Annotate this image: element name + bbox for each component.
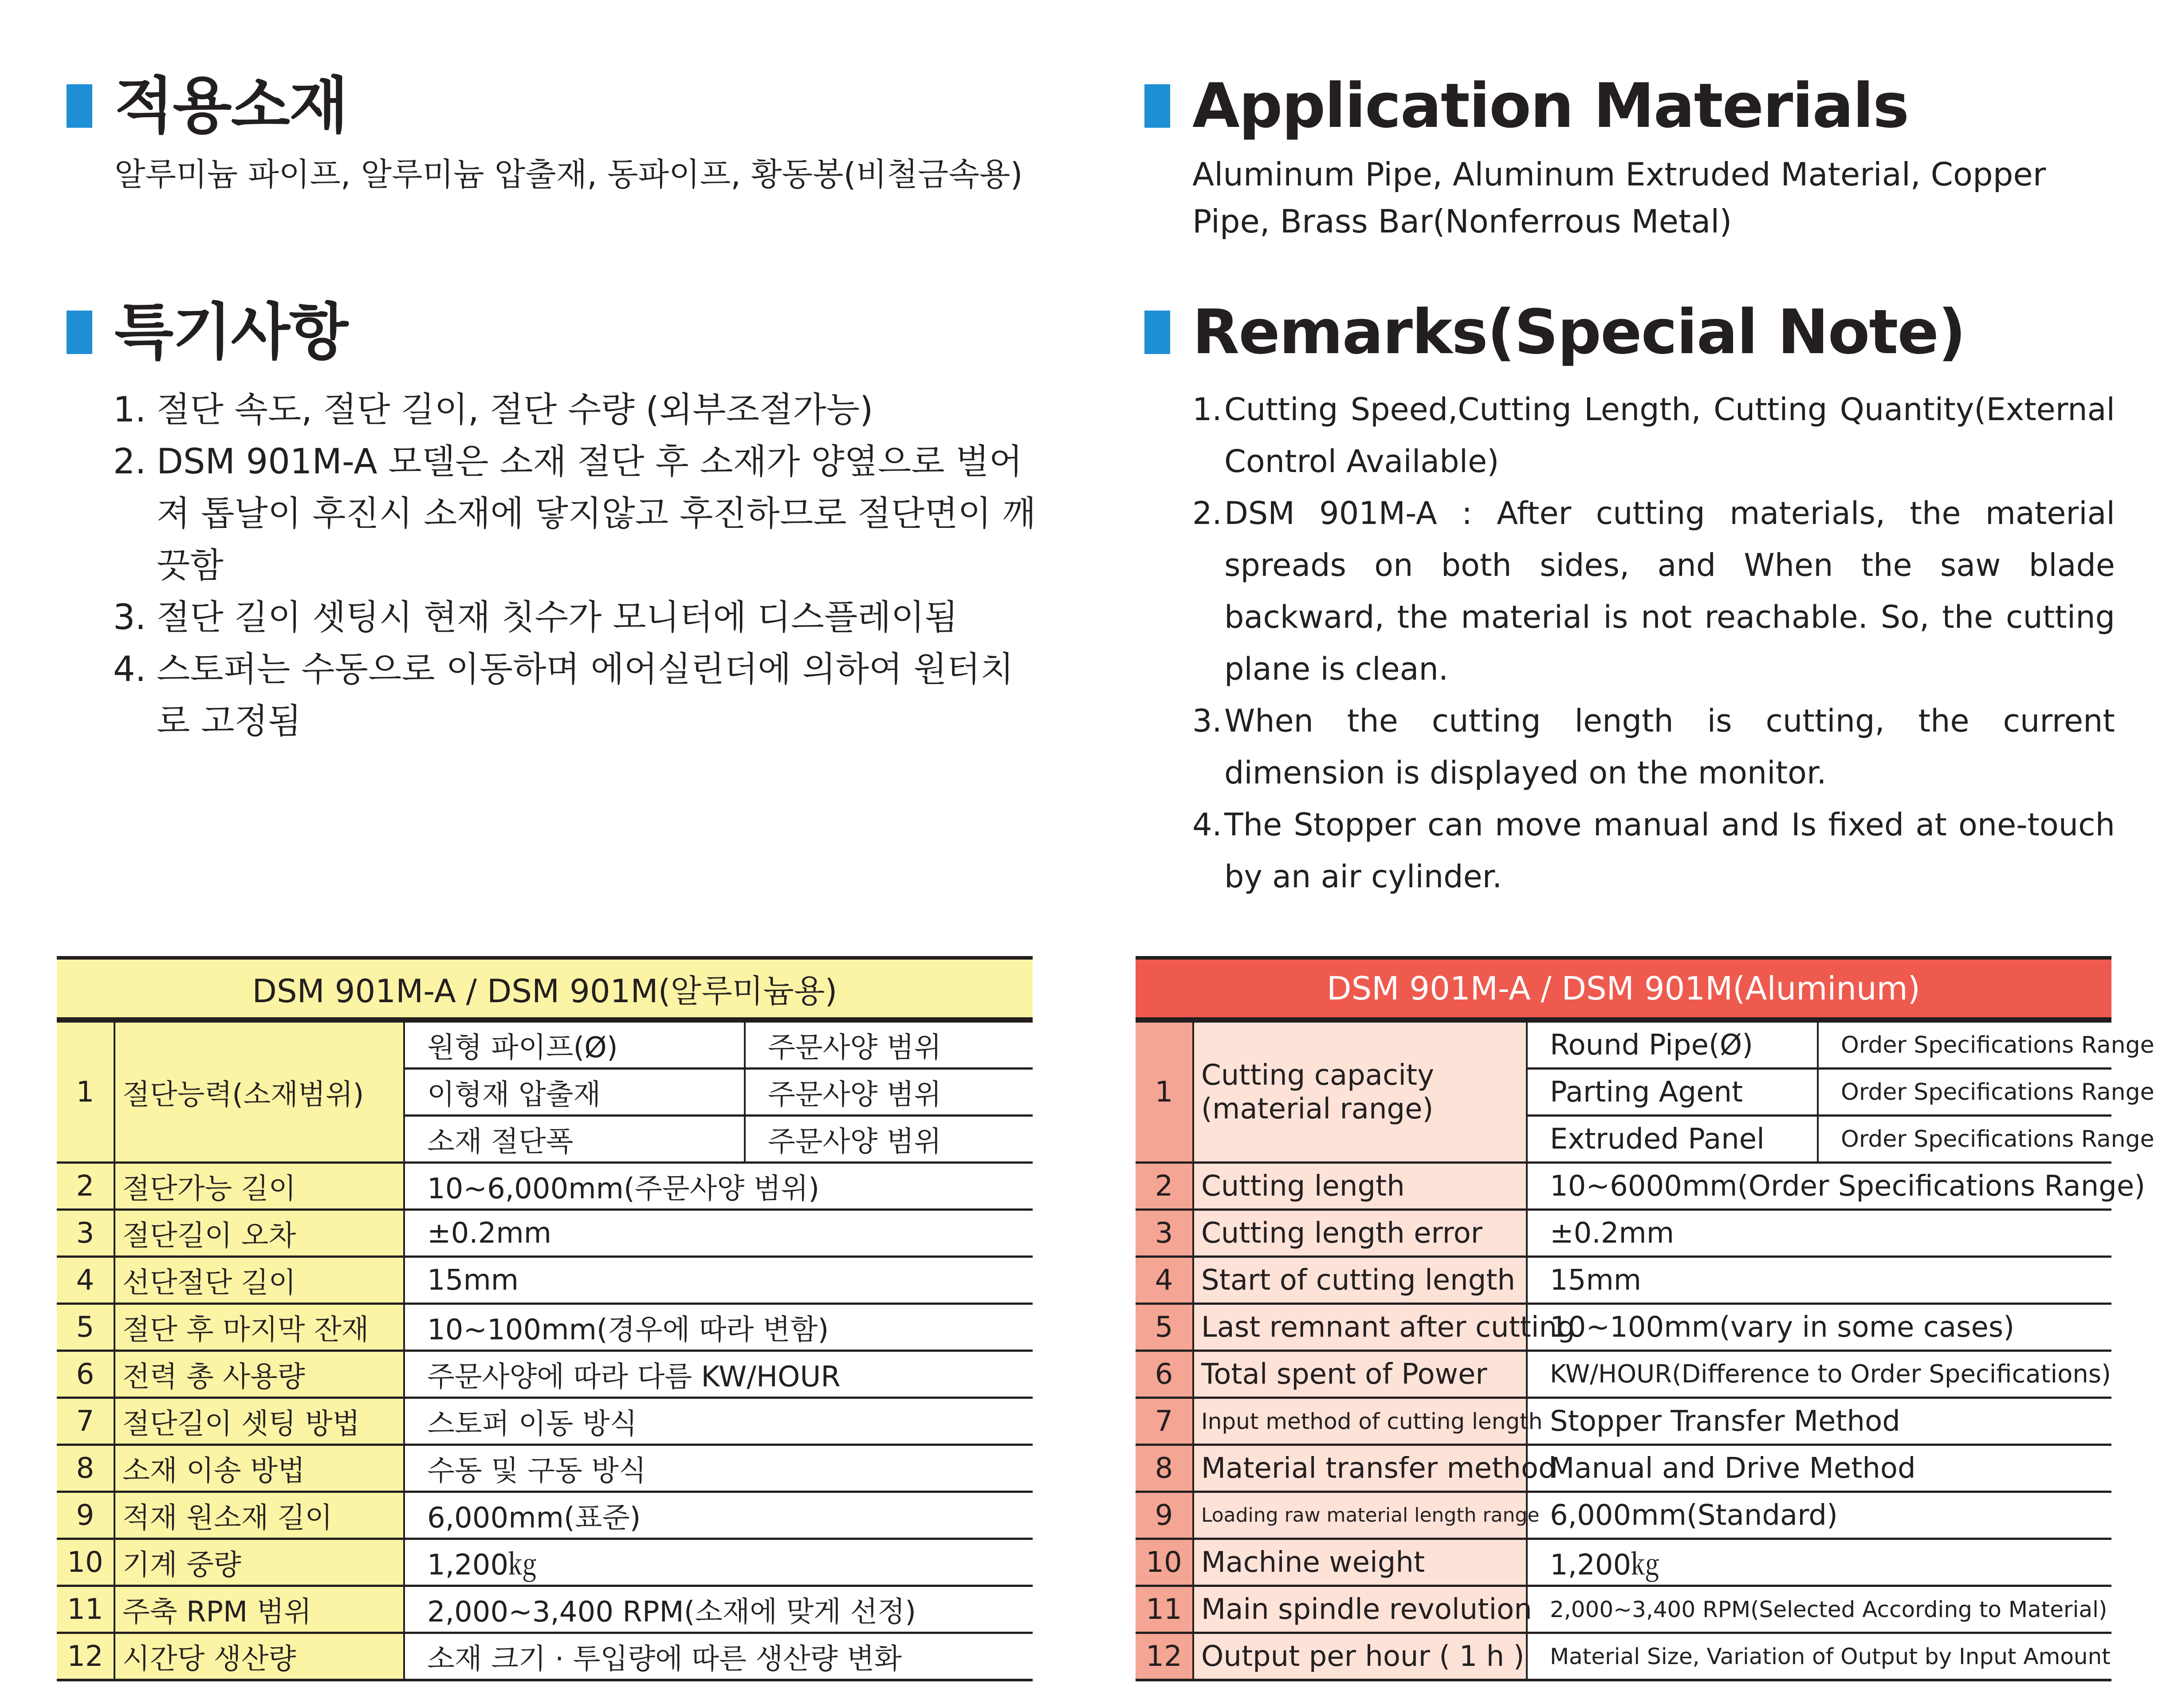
ko-remark-item: 3. 절단 길이 셋팅시 현재 칫수가 모니터에 디스플레이됨 [113,598,958,638]
row-value: 수동 및 구동 방식 [404,1445,1033,1492]
row-number: 5 [57,1304,114,1351]
cap-item: 소재 절단폭 [404,1116,745,1163]
table-row [1136,1539,2111,1586]
row-value: Manual and Drive Method [1527,1445,2111,1492]
en-remarks-list [1192,384,2115,903]
en-materials-title: Application Materials [1192,70,1909,142]
row-number: 2 [57,1163,114,1210]
row-value: ±0.2mm [404,1210,1033,1257]
row-value: 소재 크기 · 투입량에 따른 생산량 변화 [404,1633,1033,1680]
en-remark-item: 4. The Stopper can move manual and Is fixed at one-touch by an air cylinder. [1192,807,2115,895]
en-spec-table [1136,956,2154,1681]
row-number: 9 [1136,1492,1193,1539]
table-row [57,1304,1033,1351]
table-row [57,1445,1033,1492]
row-value: ±0.2mm [1527,1210,2111,1257]
table-row [1136,1492,2111,1539]
row-label: Input method of cutting length [1193,1398,1527,1445]
row-value: 15mm [1527,1257,2111,1304]
row-value: 6,000mm(Standard) [1527,1492,2111,1539]
row-value: Material Size, Variation of Output by Input Amount [1527,1633,2111,1680]
row-number: 10 [1136,1539,1193,1586]
row-label: 절단능력(소재범위) [114,1020,404,1163]
row-label: 절단가능 길이 [114,1163,404,1210]
row-number: 11 [57,1586,114,1633]
row-number: 2 [1136,1163,1193,1210]
row-value: 1,200㎏ [1527,1539,2111,1586]
row-number: 4 [1136,1257,1193,1304]
row-value: 10~6,000mm(주문사양 범위) [404,1163,1033,1210]
cap-value: 주문사양 범위 [745,1020,1033,1069]
row-number: 11 [1136,1586,1193,1633]
table-row [57,1210,1033,1257]
row-number: 8 [57,1445,114,1492]
cap-value: 주문사양 범위 [745,1116,1033,1163]
en-table-header: DSM 901M-A / DSM 901M(Aluminum) [1136,958,2111,1020]
cap-item: 원형 파이프(Ø) [404,1020,745,1069]
row-label: Cutting length [1193,1163,1527,1210]
row-value: 2,000~3,400 RPM(소재에 맞게 선정) [404,1586,1033,1633]
row-number: 1 [1136,1020,1193,1163]
table-row [57,1633,1033,1680]
table-row [1136,1020,2111,1069]
row-label: Last remnant after cutting [1193,1304,1527,1351]
table-row [1136,1304,2111,1351]
row-label: 절단길이 셋팅 방법 [114,1398,404,1445]
row-label: 절단길이 오차 [114,1210,404,1257]
row-number: 7 [57,1398,114,1445]
cap-value: Order Specifications Range [1818,1020,2111,1069]
cap-item: 이형재 압출재 [404,1069,745,1116]
ko-remarks-title: 특기사항 [114,296,348,368]
row-label: 시간당 생산량 [114,1633,404,1680]
row-label: Loading raw material length range [1193,1492,1527,1539]
row-value: 6,000mm(표준) [404,1492,1033,1539]
row-number: 6 [57,1351,114,1398]
row-label: 소재 이송 방법 [114,1445,404,1492]
row-value: KW/HOUR(Difference to Order Specifications) [1527,1351,2111,1398]
table-row [1136,1445,2111,1492]
heading-bar [67,84,92,128]
cap-value: Order Specifications Range [1818,1069,2111,1116]
ko-remark-item: 2. DSM 901M-A 모델은 소재 절단 후 소재가 양옆으로 벌어져 톱날이 후진시 소재에 닿지않고 후진하므로 절단면이 깨끗함 [113,442,1036,586]
ko-spec-table [57,956,1033,1681]
row-label: 전력 총 사용량 [114,1351,404,1398]
row-label: 선단절단 길이 [114,1257,404,1304]
row-number: 10 [57,1539,114,1586]
row-label: Output per hour ( 1 h ) [1193,1633,1527,1680]
table-row [57,1020,1033,1069]
row-number: 4 [57,1257,114,1304]
row-number: 6 [1136,1351,1193,1398]
table-row [1136,1210,2111,1257]
row-number: 8 [1136,1445,1193,1492]
heading-bar [67,311,92,354]
table-row [57,1398,1033,1445]
row-value: 스토퍼 이동 방식 [404,1398,1033,1445]
table-row [1136,1586,2111,1633]
table-header-row [1136,958,2111,1020]
row-value: Stopper Transfer Method [1527,1398,2111,1445]
row-label: Machine weight [1193,1539,1527,1586]
en-remarks-heading [1144,296,1966,368]
table-row [57,1586,1033,1633]
en-materials-text: Aluminum Pipe, Aluminum Extruded Material, Copper Pipe, Brass Bar(Nonferrous Metal) [1192,156,2046,240]
row-number: 9 [57,1492,114,1539]
row-value: 1,200㎏ [404,1539,1033,1586]
cap-item: Round Pipe(Ø) [1527,1020,1818,1069]
row-label: Cutting capacity (material range) [1193,1020,1527,1163]
table-header-row [57,958,1033,1020]
heading-bar [1144,84,1170,128]
row-number: 1 [57,1020,114,1163]
ko-remarks-heading [67,296,348,368]
table-row [1136,1163,2111,1210]
row-label: 절단 후 마지막 잔재 [114,1304,404,1351]
row-number: 7 [1136,1398,1193,1445]
en-remark-item: 1. Cutting Speed,Cutting Length, Cutting Quantity(External Control Available) [1192,391,2115,480]
table-row [57,1539,1033,1586]
row-label: Main spindle revolution [1193,1586,1527,1633]
en-remark-item: 2. DSM 901M-A : After cutting materials, the material spreads on both sides, and When the saw blade backward, the material is not reachable. So, the cutting plane is clean. [1192,495,2115,687]
en-materials-heading [1144,70,1909,142]
row-value: 주문사양에 따라 다름 KW/HOUR [404,1351,1033,1398]
table-row [1136,1257,2111,1304]
table-row [57,1257,1033,1304]
row-number: 12 [57,1633,114,1680]
row-number: 5 [1136,1304,1193,1351]
en-remarks-title: Remarks(Special Note) [1192,296,1966,368]
ko-materials-title: 적용소재 [114,70,348,142]
ko-remark-item: 1. 절단 속도, 절단 길이, 절단 수량 (외부조절가능) [113,390,873,430]
ko-table-header: DSM 901M-A / DSM 901M(알루미늄용) [57,958,1033,1020]
row-label: Cutting length error [1193,1210,1527,1257]
heading-bar [1144,311,1170,354]
row-value: 10~6000mm(Order Specifications Range) [1527,1163,2111,1210]
ko-remarks-list [113,384,1036,748]
row-label: Material transfer method [1193,1445,1527,1492]
row-label: 적재 원소재 길이 [114,1492,404,1539]
ko-materials-heading [67,70,348,142]
table-row [57,1492,1033,1539]
cap-value: 주문사양 범위 [745,1069,1033,1116]
row-label: Total spent of Power [1193,1351,1527,1398]
table-row [1136,1351,2111,1398]
ko-remark-item: 4. 스토퍼는 수동으로 이동하며 에어실린더에 의하여 원터치로 고정됨 [113,649,1014,741]
row-value: 10~100mm(경우에 따라 변함) [404,1304,1033,1351]
row-number: 12 [1136,1633,1193,1680]
row-value: 15mm [404,1257,1033,1304]
table-row [57,1351,1033,1398]
table-row [1136,1398,2111,1445]
table-row [57,1163,1033,1210]
ko-materials-text: 알루미늄 파이프, 알루미늄 압출재, 동파이프, 황동봉(비철금속용) [114,156,1023,193]
en-remark-item: 3. When the cutting length is cutting, the current dimension is displayed on the monitor. [1192,703,2115,791]
row-value: 2,000~3,400 RPM(Selected According to Material) [1527,1586,2111,1633]
row-label: Start of cutting length [1193,1257,1527,1304]
row-number: 3 [1136,1210,1193,1257]
row-value: 10~100mm(vary in some cases) [1527,1304,2111,1351]
table-row [1136,1633,2111,1680]
cap-item: Extruded Panel [1527,1116,1818,1163]
row-number: 3 [57,1210,114,1257]
cap-value: Order Specifications Range [1818,1116,2111,1163]
row-label: 주축 RPM 범위 [114,1586,404,1633]
cap-item: Parting Agent [1527,1069,1818,1116]
row-label: 기계 중량 [114,1539,404,1586]
